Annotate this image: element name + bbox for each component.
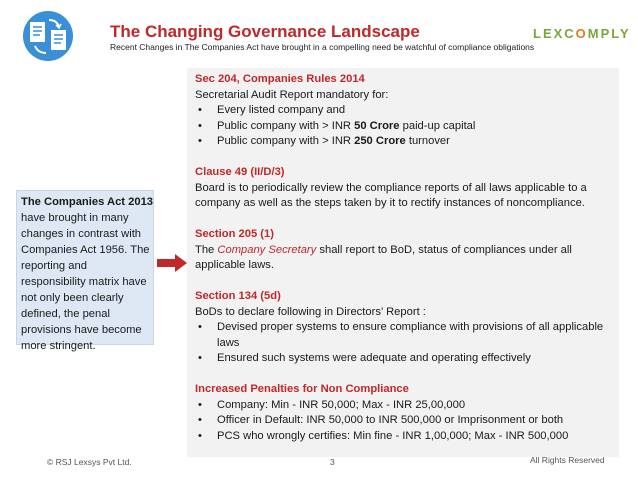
callout-text: have brought in many changes in contrast with Companies Act 1956. The reporting and responsibility matrix have not only been clearly defined, the penal provisions have become more stringent. bbox=[21, 212, 150, 352]
section-text: Board is to periodically review the compliance reports of all laws applicable to a company as well as the steps taken by it to rectify instances of noncompliance. bbox=[195, 181, 587, 209]
page-subtitle: Recent Changes in The Companies Act have brought in a compelling need be watchful of compliance obligations bbox=[110, 42, 535, 52]
section-heading: Sec 204, Companies Rules 2014 bbox=[195, 73, 365, 85]
list-item: • Public company with > INR 50 Crore paid-up capital bbox=[195, 119, 615, 135]
section-penalties bbox=[195, 382, 615, 444]
content-text bbox=[195, 72, 615, 444]
bullet-list bbox=[195, 320, 615, 367]
list-item: • PCS who wrongly certifies: Min fine - INR 1,00,000; Max - INR 500,000 bbox=[195, 429, 615, 445]
section-clause-49 bbox=[195, 165, 615, 212]
list-item: • Devised proper systems to ensure compliance with provisions of all applicable laws bbox=[195, 320, 615, 351]
section-134 bbox=[195, 289, 615, 367]
section-heading: Section 205 (1) bbox=[195, 228, 274, 240]
companies-act-callout bbox=[16, 190, 154, 352]
section-heading: Clause 49 (II/D/3) bbox=[195, 166, 285, 178]
arrow-right-icon bbox=[157, 254, 187, 272]
footer-copyright: © RSJ Lexsys Pvt Ltd. bbox=[47, 457, 132, 467]
list-item: • Officer in Default: INR 50,000 to INR 500,000 or Imprisonment or both bbox=[195, 413, 615, 429]
footer-rights: All Rights Reserved bbox=[530, 455, 605, 465]
section-205 bbox=[195, 227, 615, 274]
document-transfer-icon bbox=[16, 10, 80, 62]
brand-logo: LEXCOMPLY bbox=[533, 26, 631, 41]
page-title: The Changing Governance Landscape bbox=[110, 22, 420, 41]
section-text: The Company Secretary shall report to BoD, status of compliances under all applicable laws. bbox=[195, 243, 572, 271]
section-heading: Section 134 (5d) bbox=[195, 290, 281, 302]
section-heading: Increased Penalties for Non Compliance bbox=[195, 383, 409, 395]
list-item: • Company: Min - INR 50,000; Max - INR 25,00,000 bbox=[195, 398, 615, 414]
bullet-list bbox=[195, 398, 615, 445]
list-item: • Public company with > INR 250 Crore turnover bbox=[195, 134, 615, 150]
list-item: • Every listed company and bbox=[195, 103, 615, 119]
section-line: Secretarial Audit Report mandatory for: bbox=[195, 88, 389, 101]
page-number: 3 bbox=[330, 457, 335, 467]
callout-title: The Companies Act 2013 bbox=[21, 196, 154, 208]
list-item: • Ensured such systems were adequate and operating effectively bbox=[195, 351, 615, 367]
bullet-list bbox=[195, 103, 615, 150]
section-sec-204 bbox=[195, 72, 615, 150]
section-line: BoDs to declare following in Directors’ Report : bbox=[195, 305, 426, 318]
